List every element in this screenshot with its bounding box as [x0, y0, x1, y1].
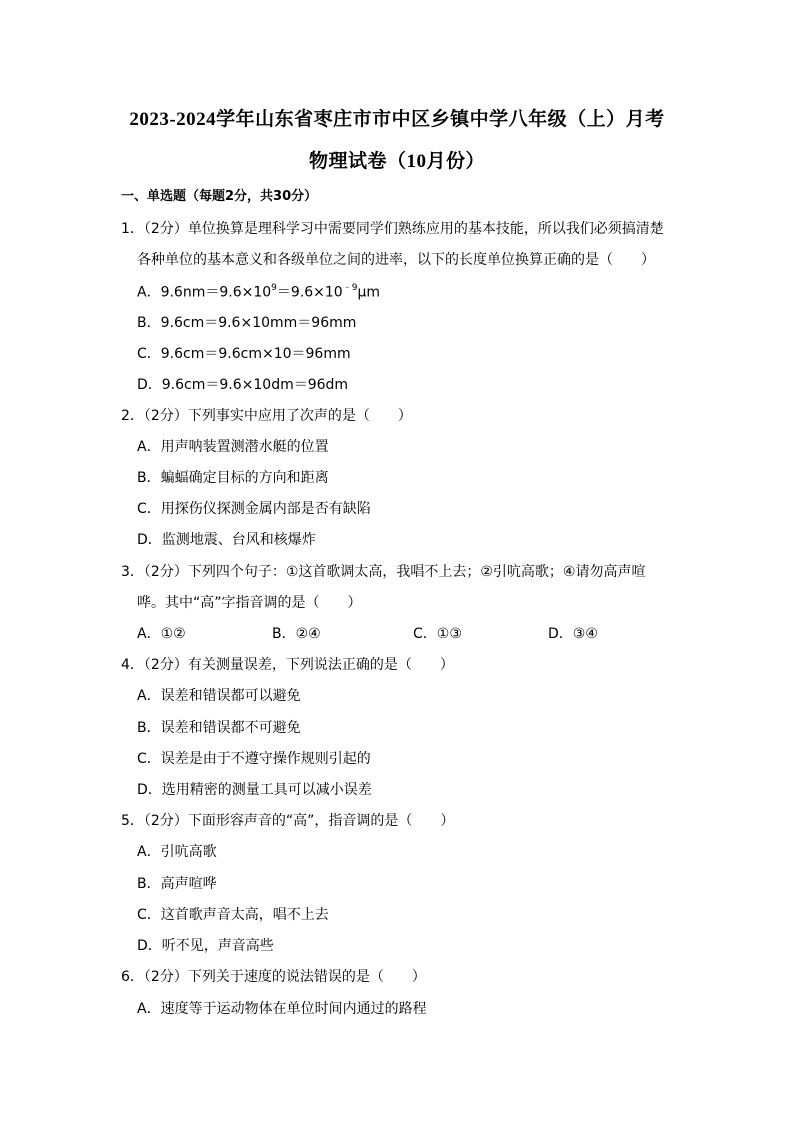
q1-a-post: μm	[357, 284, 380, 301]
q3-option-d: D．③④	[548, 626, 598, 642]
q3-stem-line1: 3．（2分）下列四个句子：①这首歌调太高，我唱不上去；②引吭高歌；④请勿高声喧	[121, 564, 646, 580]
q4-option-b: B．误差和错误都不可避免	[137, 720, 301, 736]
section-heading: 一、单选题（每题2分，共30分）	[121, 189, 318, 204]
q5-option-a: A．引吭高歌	[137, 844, 217, 860]
q1-option-d: D．9.6cm＝9.6×10dm＝96dm	[137, 377, 349, 393]
q3-stem-line2: 哗。其中“高”字指音调的是（ ）	[137, 595, 362, 611]
q4-stem: 4．（2分）有关测量误差，下列说法正确的是（ ）	[121, 657, 454, 673]
q1-option-b: B．9.6cm＝9.6×10mm＝96mm	[137, 315, 357, 331]
q4-option-d: D．选用精密的测量工具可以减小误差	[137, 782, 372, 798]
q2-option-c: C．用探伤仪探测金属内部是否有缺陷	[137, 501, 371, 517]
q3-option-c: C．①③	[413, 626, 462, 642]
q1-stem-line1: 1．（2分）单位换算是理科学习中需要同学们熟练应用的基本技能，所以我们必须搞清楚	[121, 221, 664, 237]
title-line-2: 物理试卷（10月份）	[308, 151, 485, 172]
q6-option-a: A．速度等于运动物体在单位时间内通过的路程	[137, 1001, 427, 1017]
q1-a-mid: ＝9.6×10	[276, 284, 343, 301]
q3-option-b: B．②④	[272, 626, 321, 642]
q6-stem: 6．（2分）下列关于速度的说法错误的是（ ）	[121, 969, 426, 985]
q1-stem-line2: 各种单位的基本意义和各级单位之间的进率，以下的长度单位换算正确的是（ ）	[137, 252, 655, 268]
q5-option-c: C．这首歌声音太高，唱不上去	[137, 907, 329, 923]
q2-option-d: D．监测地震、台风和核爆炸	[137, 532, 316, 548]
q1-a-sup2: ﹣9	[342, 283, 358, 293]
q2-option-a: A．用声呐装置测潜水艇的位置	[137, 439, 329, 455]
q1-a-sup1: 9	[271, 283, 277, 293]
q3-option-a: A．①②	[137, 626, 186, 642]
q4-option-c: C．误差是由于不遵守操作规则引起的	[137, 751, 371, 767]
q1-option-a	[137, 281, 380, 302]
q5-option-d: D．听不见，声音高些	[137, 938, 274, 954]
q1-a-pre: A．9.6nm＝9.6×10	[137, 284, 272, 301]
q4-option-a: A．误差和错误都可以避免	[137, 688, 301, 704]
q5-stem: 5．（2分）下面形容声音的“高”，指音调的是（ ）	[121, 813, 455, 829]
title-line-1: 2023-2024学年山东省枣庄市市中区乡镇中学八年级（上）月考	[129, 109, 665, 130]
q2-stem: 2．（2分）下列事实中应用了次声的是（ ）	[121, 408, 412, 424]
q1-option-c: C．9.6cm＝9.6cm×10＝96mm	[137, 346, 351, 362]
q2-option-b: B．蝙蝠确定目标的方向和距离	[137, 470, 329, 486]
q5-option-b: B．高声喧哗	[137, 876, 217, 892]
